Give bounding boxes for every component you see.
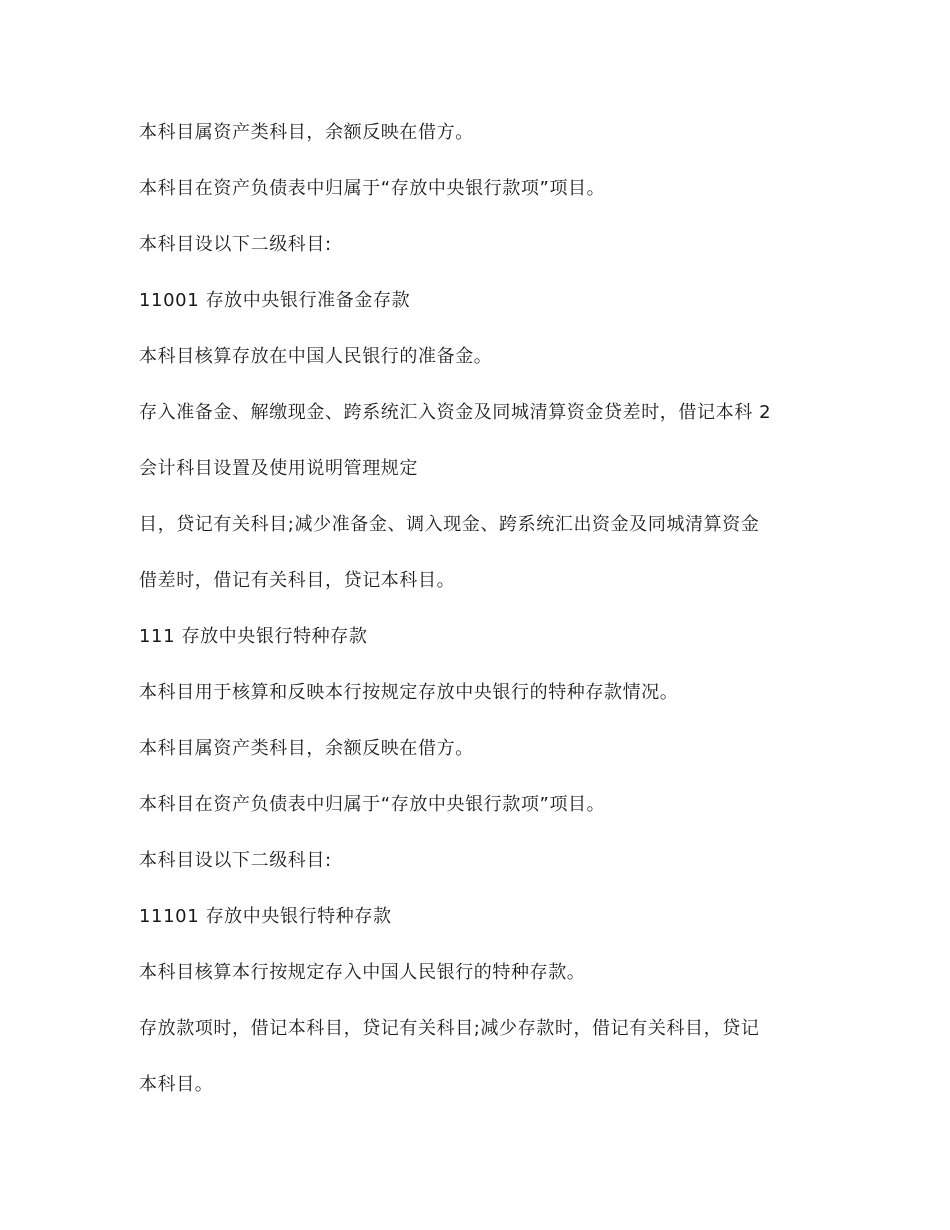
paragraph: 本科目属资产类科目，余额反映在借方。 xyxy=(139,122,474,143)
paragraph: 存入准备金、解缴现金、跨系统汇入资金及同城清算资金贷差时，借记本科 2 xyxy=(139,402,772,423)
subject-heading: 11001 存放中央银行准备金存款 xyxy=(139,290,411,311)
paragraph: 本科目属资产类科目，余额反映在借方。 xyxy=(139,738,474,759)
subject-heading: 111 存放中央银行特种存款 xyxy=(139,626,368,647)
paragraph: 本科目核算存放在中国人民银行的准备金。 xyxy=(139,346,493,367)
paragraph: 目，贷记有关科目;减少准备金、调入现金、跨系统汇出资金及同城清算资金 xyxy=(139,514,760,535)
paragraph: 本科目核算本行按规定存入中国人民银行的特种存款。 xyxy=(139,962,586,983)
subject-heading: 11101 存放中央银行特种存款 xyxy=(139,906,392,927)
document-body xyxy=(139,118,819,1126)
paragraph: 借差时，借记有关科目，贷记本科目。 xyxy=(139,570,456,591)
paragraph: 本科目在资产负债表中归属于“存放中央银行款项”项目。 xyxy=(139,794,606,815)
paragraph: 本科目在资产负债表中归属于“存放中央银行款项”项目。 xyxy=(139,178,606,199)
paragraph: 存放款项时，借记本科目，贷记有关科目;减少存款时，借记有关科目，贷记 xyxy=(139,1018,760,1039)
paragraph: 本科目。 xyxy=(139,1074,214,1095)
paragraph: 本科目设以下二级科目: xyxy=(139,234,332,255)
paragraph: 本科目用于核算和反映本行按规定存放中央银行的特种存款情况。 xyxy=(139,682,679,703)
paragraph: 本科目设以下二级科目: xyxy=(139,850,332,871)
section-title: 会计科目设置及使用说明管理规定 xyxy=(139,458,418,479)
